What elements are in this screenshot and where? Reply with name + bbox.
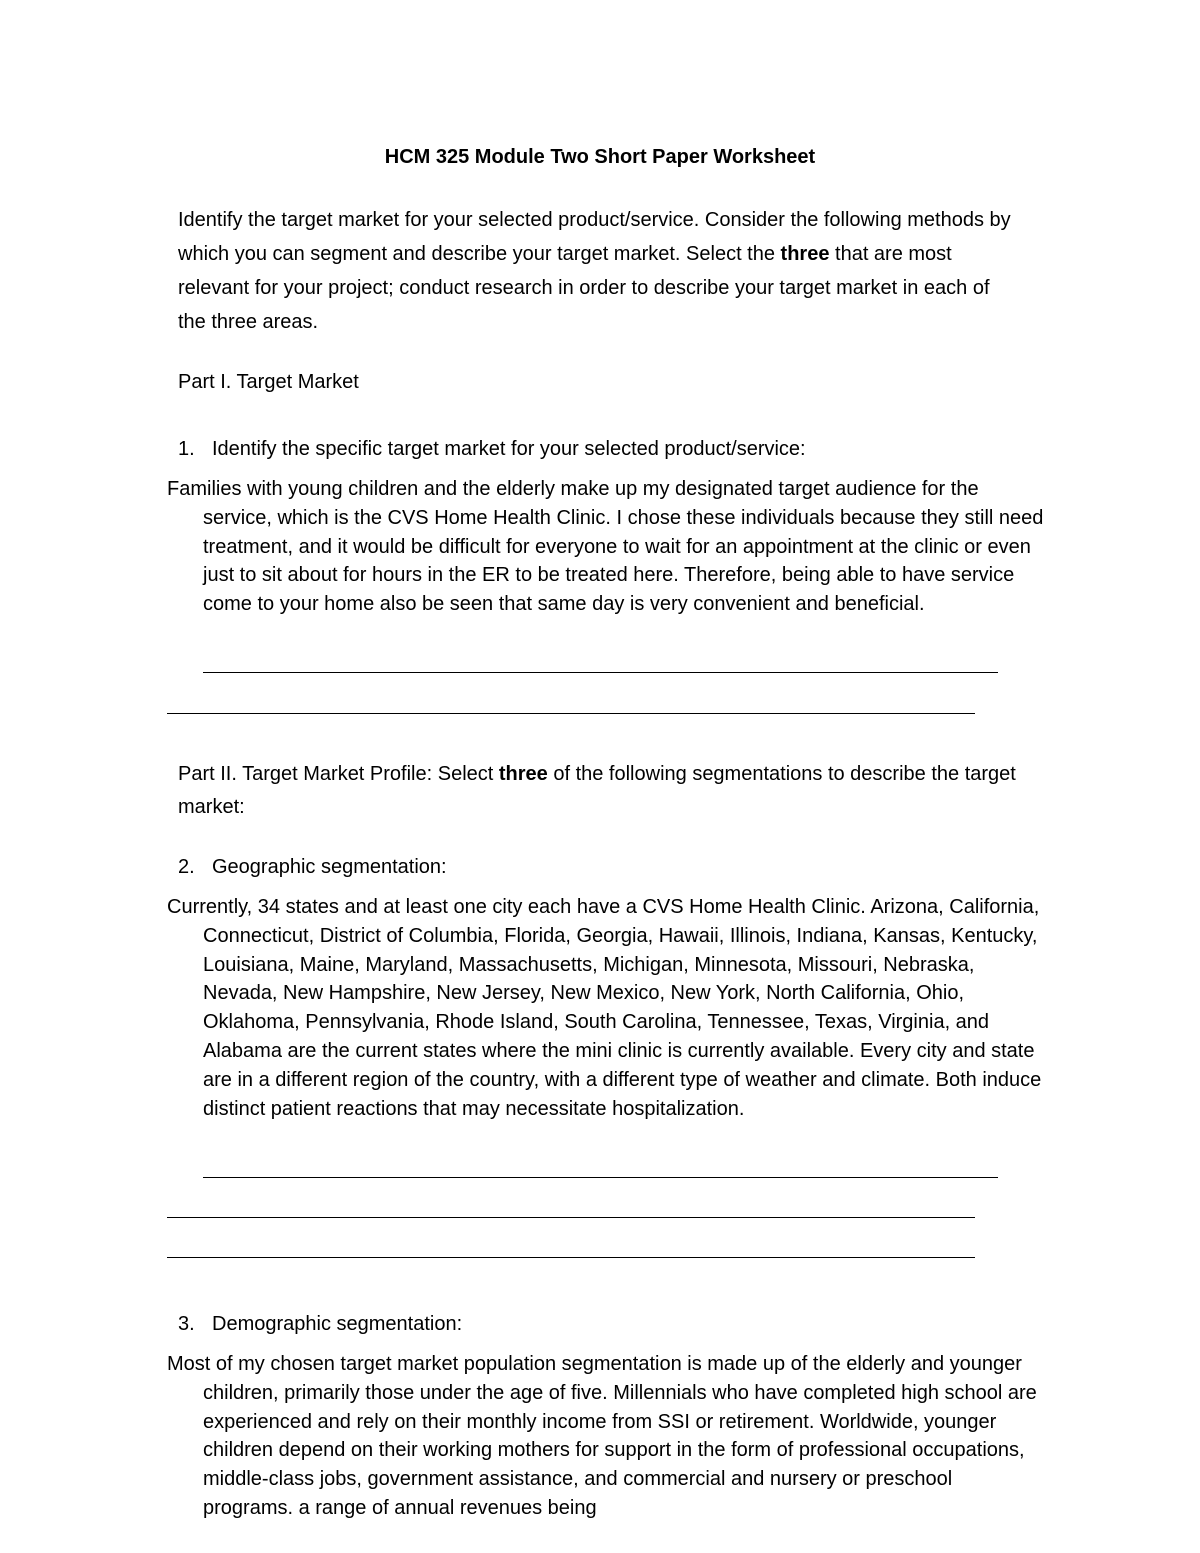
part2-heading-before: Part II. Target Market Profile: Select: [178, 763, 499, 785]
question-3-number: 3.: [178, 1313, 195, 1335]
answer-2-line-2: [167, 1217, 975, 1218]
question-1: [178, 434, 806, 464]
question-3: [178, 1309, 462, 1339]
intro-text-before: Identify the target market for your selected product/service. Consider the following methods by which you can segment and describe your target market. Select the: [178, 209, 1011, 265]
answer-2-text: Currently, 34 states and at least one city each have a CVS Home Health Clinic. Arizona, California, Connecticut, District of Columbia, Florida, Georgia, Hawaii, Illinois, Indiana, Kansas, Kentucky, Louisiana, Maine, Maryland, Massachusetts, Michigan, Minnesota, Missouri, Nebraska, Nevada, New Hampshire, New Jersey, New Mexico, New York, North California, Ohio, Oklahoma, Pennsylvania, Rhode Island, South Carolina, Tennessee, Texas, Virginia, and Alabama are the current states where the mini clinic is currently available. Every city and state are in a different region of the country, with a different type of weather and climate. Both induce distinct patient reactions that may necessitate hospitalization.: [167, 896, 1042, 1120]
part1-heading: Part I. Target Market: [178, 371, 359, 393]
question-3-label: Demographic segmentation:: [212, 1313, 463, 1335]
answer-3-text: Most of my chosen target market population segmentation is made up of the elderly and younger children, primarily those under the age of five. Millennials who have completed high school are experienced and rely on their monthly income from SSI or retirement. Worldwide, younger children depend on their working mothers for support in the form of professional occupations, middle-class jobs, government assistance, and commercial and nursery or preschool programs. a range of annual revenues being: [167, 1353, 1037, 1519]
answer-2-line-3: [167, 1257, 975, 1258]
part2-heading-after: of the following segmentations to describe the target market:: [178, 763, 1016, 818]
answer-2-line-1: [203, 1177, 998, 1178]
part2-heading-bold: three: [498, 763, 548, 785]
question-1-number: 1.: [178, 438, 195, 460]
page-title: HCM 325 Module Two Short Paper Worksheet: [384, 146, 816, 168]
answer-1-line-1: [203, 672, 998, 673]
intro-paragraph: [178, 203, 1018, 339]
answer-1-line-2: [167, 713, 975, 714]
answer-1-text: Families with young children and the elderly make up my designated target audience for the service, which is the CVS Home Health Clinic. I chose these individuals because they still need treatment, and it would be difficult for everyone to wait for an appointment at the clinic or even just to sit about for hours in the ER to be treated here. Therefore, being able to have service come to your home also be seen that same day is very convenient and beneficial.: [167, 478, 1044, 616]
question-1-label: Identify the specific target market for your selected product/service:: [212, 438, 806, 460]
question-2-label: Geographic segmentation:: [212, 856, 447, 878]
question-2-number: 2.: [178, 856, 195, 878]
question-2: [178, 852, 447, 882]
intro-text-bold: three: [780, 243, 830, 265]
intro-text-after: that are most relevant for your project; conduct research in order to describe your target market in each of the three areas.: [178, 243, 990, 333]
part2-heading: [178, 758, 1018, 824]
